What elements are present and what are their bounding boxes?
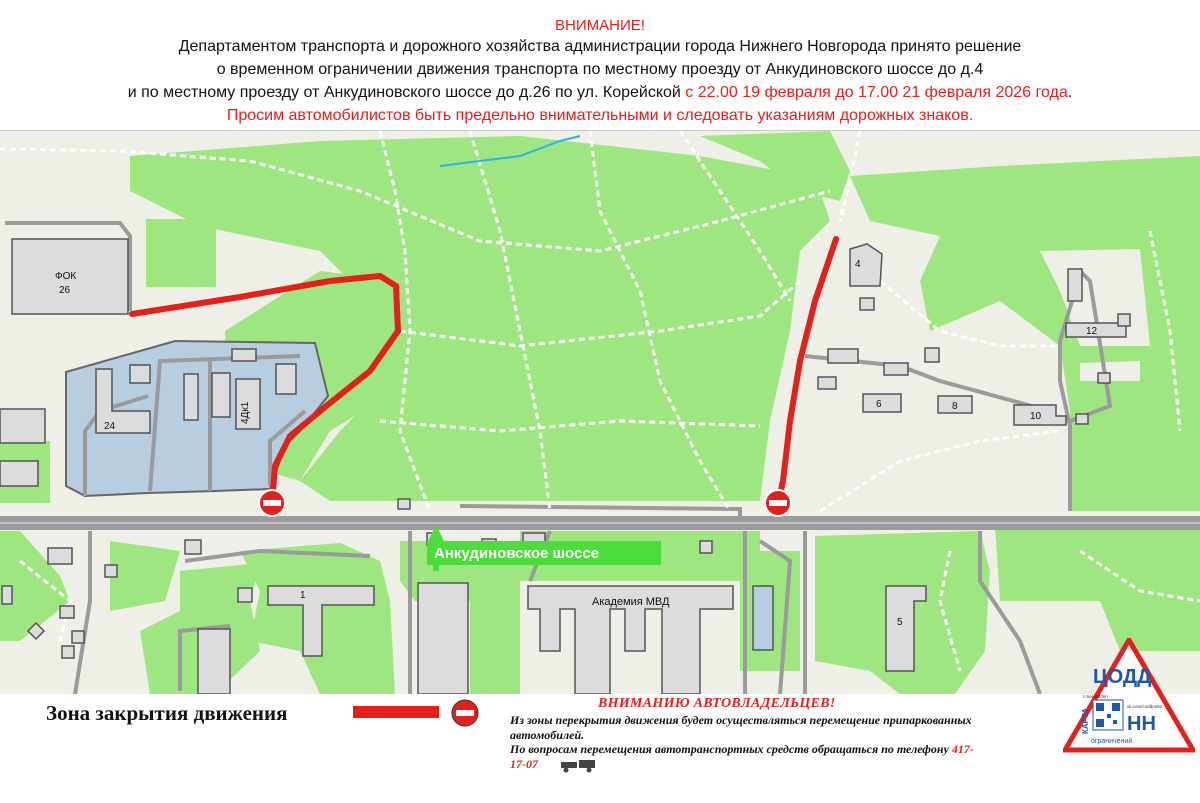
label-6: 6 bbox=[876, 399, 882, 410]
building-s-6 bbox=[2, 586, 12, 604]
building-lot-2 bbox=[184, 374, 198, 420]
notice-line-3-text: и по местному проезду от Анкудиновского шоссе до д.26 по ул. Корейской bbox=[127, 84, 681, 101]
building-lot-3 bbox=[212, 373, 230, 417]
building-s-10 bbox=[418, 583, 468, 694]
logo-nn: НН bbox=[1127, 713, 1156, 735]
road-center-line bbox=[0, 522, 1200, 524]
label-5: 5 bbox=[897, 617, 903, 628]
label-1: 1 bbox=[300, 590, 306, 601]
building-east-small-6 bbox=[1068, 269, 1082, 301]
building-east-small-2 bbox=[884, 363, 908, 375]
qr-finder-3 bbox=[1096, 719, 1104, 727]
owners-notice-text-1: Из зоны перекрытия движения будет осуществляться перемещение припаркованных автомобилей. bbox=[510, 713, 972, 742]
building-west-2 bbox=[0, 461, 38, 486]
closure-dates: с 22.00 19 февраля до 17.00 21 февраля 2026 года bbox=[680, 84, 1068, 101]
notice-line-3-end: . bbox=[1067, 84, 1073, 101]
notice-line-4: Просим автомобилистов быть предельно внимательными и следовать указаниям дорожных знаков. bbox=[226, 107, 974, 124]
notice-line-1: Департаментом транспорта и дорожного хозяйства администрации города Нижнего Новгорода принято решение bbox=[178, 38, 1022, 55]
building-s-5 bbox=[62, 646, 74, 658]
building-s-4 bbox=[72, 631, 84, 643]
tow-truck-icon bbox=[559, 757, 599, 773]
building-s-1 bbox=[48, 548, 72, 564]
qr-dot-1 bbox=[1107, 714, 1111, 718]
legend-closure-line bbox=[353, 706, 439, 718]
building-s-2 bbox=[105, 565, 117, 577]
label-10: 10 bbox=[1030, 411, 1042, 422]
building-kiosk-1 bbox=[398, 499, 410, 509]
logo-subtitle: ограничений bbox=[1091, 738, 1133, 745]
qr-finder-1 bbox=[1096, 703, 1104, 711]
no-entry-sign-icon bbox=[765, 490, 791, 516]
label-24: 24 bbox=[104, 421, 116, 432]
closure-map bbox=[0, 130, 1200, 695]
phone-number: 417-17-07 bbox=[510, 742, 974, 771]
building-s-3 bbox=[60, 606, 74, 618]
label-road: Анкудиновское шоссе bbox=[434, 545, 599, 562]
notice-line-2: о временном ограничении движения транспорта по местному проезду от Анкудиновского шоссе до д.4 bbox=[216, 61, 984, 78]
building-s-7 bbox=[185, 540, 201, 554]
building-s-14 bbox=[753, 586, 773, 650]
label-4dk1: 4Дк1 bbox=[240, 401, 251, 424]
logo-karta: КАРТА bbox=[1081, 707, 1090, 734]
label-academy: Академия МВД bbox=[592, 596, 670, 608]
building-east-small-4 bbox=[818, 377, 836, 389]
building-12a bbox=[1118, 314, 1130, 326]
label-4: 4 bbox=[855, 259, 861, 270]
notice-title: ВНИМАНИЕ! bbox=[555, 17, 645, 34]
label-26: 26 bbox=[59, 285, 71, 296]
label-fok: ФОК bbox=[55, 271, 77, 282]
no-entry-sign-icon bbox=[450, 698, 480, 728]
announcement-header bbox=[0, 0, 1200, 130]
building-east-small-1 bbox=[828, 349, 858, 363]
building-east-small-7 bbox=[1076, 414, 1088, 424]
building-east-small-5 bbox=[1098, 373, 1110, 383]
building-s-15 bbox=[700, 541, 712, 553]
logo-vk: vk.com/coddnn52 bbox=[1127, 704, 1163, 709]
owners-notice-text-2 bbox=[510, 742, 980, 773]
qr-finder-2 bbox=[1112, 703, 1120, 711]
notice-line-3 bbox=[0, 84, 1200, 102]
legend-label: Зона закрытия движения bbox=[46, 701, 288, 725]
building-6 bbox=[863, 394, 901, 412]
building-lot-1 bbox=[130, 365, 150, 383]
owners-notice-title: ВНИМАНИЮ АВТОВЛАДЕЛЬЦЕВ! bbox=[598, 696, 836, 711]
logo-telegram: t.me/coddnn bbox=[1083, 694, 1108, 699]
building-west-1 bbox=[0, 409, 45, 443]
building-s-8 bbox=[238, 588, 252, 602]
owners-notice-text-2-body: По вопросам перемещения автотранспортных средств обращаться по телефону bbox=[510, 742, 952, 756]
qr-dot-2 bbox=[1113, 720, 1117, 724]
codd-logo bbox=[1063, 638, 1195, 758]
park-square bbox=[146, 219, 216, 287]
no-entry-sign-icon bbox=[259, 490, 285, 516]
building-s-9 bbox=[198, 629, 230, 694]
map-canvas bbox=[0, 131, 1200, 694]
label-12: 12 bbox=[1086, 326, 1098, 337]
building-4a bbox=[860, 298, 874, 310]
logo-codd: ЦОДД bbox=[1093, 666, 1152, 688]
label-8: 8 bbox=[952, 401, 958, 412]
building-lot-5 bbox=[276, 364, 296, 394]
building-lot-4 bbox=[232, 349, 256, 361]
building-east-small-3 bbox=[925, 348, 939, 362]
